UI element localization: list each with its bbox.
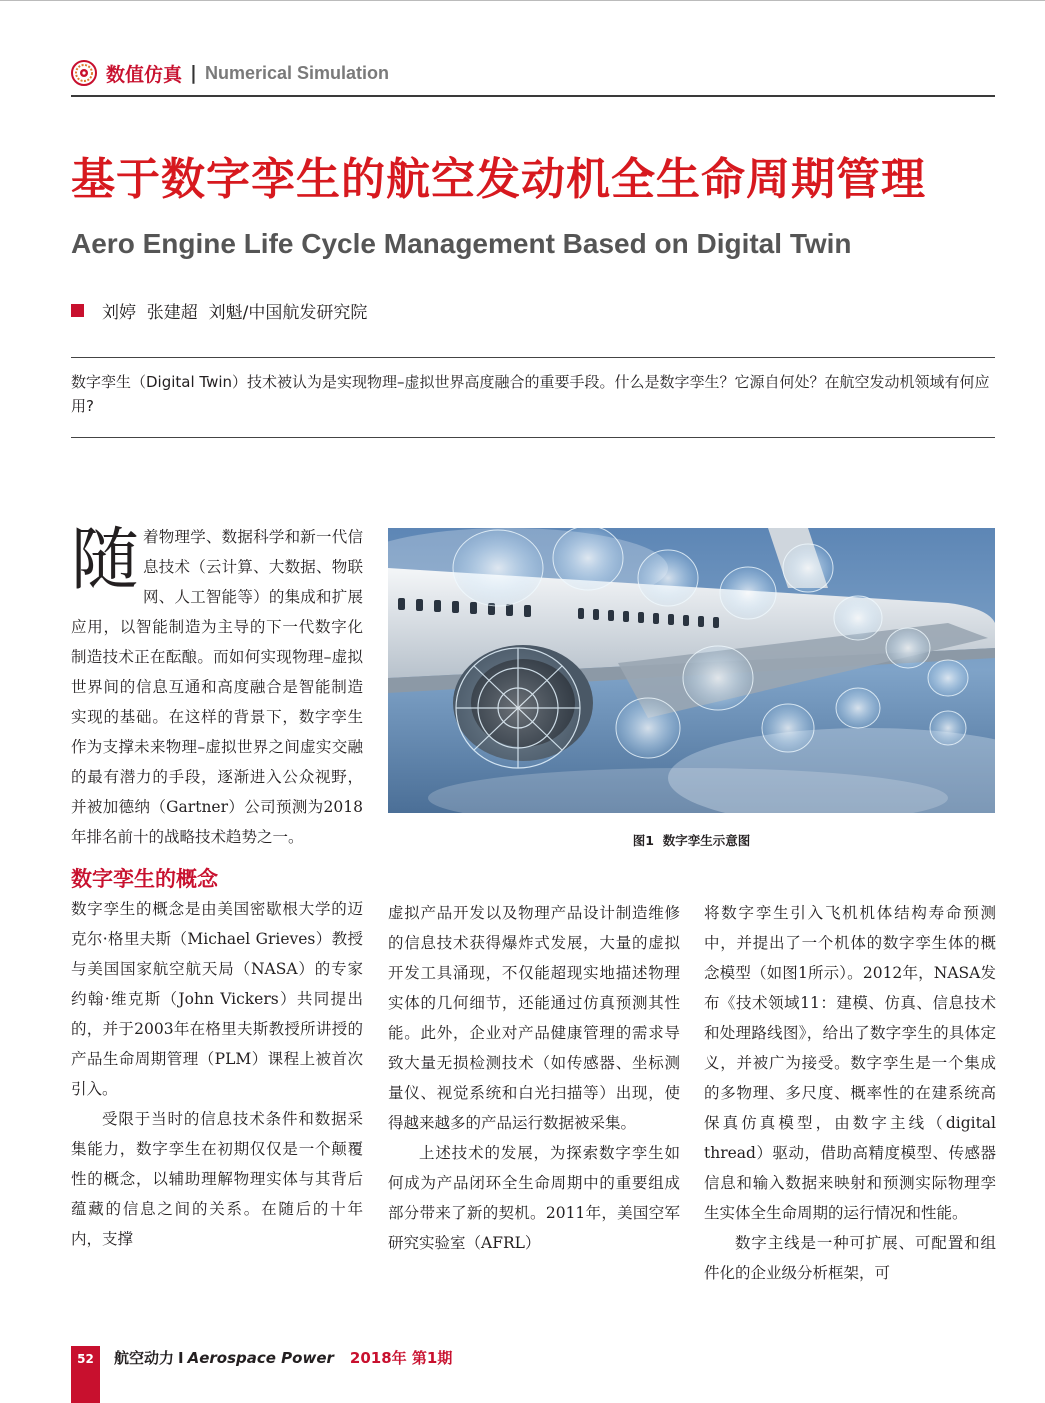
article-title-cn: 基于数字孪生的航空发动机全生命周期管理 bbox=[71, 154, 926, 205]
intro-paragraph: 着物理学、数据科学和新一代信息技术（云计算、大数据、物联网、人工智能等）的集成和扩展应用，以智能制造为主导的下一代数字化制造技术正在酝酿。而如何实现物理–虚拟世界间的信息互通和高度融合是智能制造实现的基础。在这样的背景下，数字孪生作为支撑未来物理–虚拟世界之间虚实交融的最有潜力的手段，逐渐进入公众视野，并被加德纳（Gartner）公司预测为2018年排名前十的战略技术趋势之一。 bbox=[71, 528, 363, 846]
section-header bbox=[71, 58, 389, 88]
journal-separator: I bbox=[178, 1349, 184, 1367]
authors-text: 刘婷 张建超 刘魁/中国航发研究院 bbox=[102, 303, 368, 323]
author-line bbox=[71, 298, 367, 323]
abstract-top-rule bbox=[71, 357, 995, 358]
body-paragraph: 将数字孪生引入飞机机体结构寿命预测中，并提出了一个机体的数字孪生体的概念模型（如图1所示）。2012年，NASA发布《技术领域11：建模、仿真、信息技术和处理路线图》，给出了数字孪生的具体定义，并被广为接受。数字孪生是一个集成的多物理、多尺度、概率性的在建系统高保真仿真模型，由数字主线（digital thread）驱动，借助高精度模型、传感器信息和输入数据来映射和预测实际物理孪生实体全生命周期的运行情况和性能。 bbox=[704, 904, 996, 1222]
body-paragraph: 数字主线是一种可扩展、可配置和组件化的企业级分析框架，可 bbox=[704, 1234, 996, 1282]
figure-caption: 图1 数字孪生示意图 bbox=[632, 833, 751, 848]
journal-name-cn: 航空动力 bbox=[114, 1349, 175, 1367]
body-column-2 bbox=[388, 898, 680, 1258]
footer-journal bbox=[114, 1347, 452, 1368]
abstract-bottom-rule bbox=[71, 437, 995, 438]
section-emblem-icon bbox=[71, 60, 97, 86]
page-number: 52 bbox=[77, 1352, 94, 1366]
body-paragraph: 受限于当时的信息技术条件和数据采集能力，数字孪生在初期仅仅是一个颠覆性的概念，以辅助理解物理实体与其背后蕴藏的信息之间的关系。在随后的十年内，支撑 bbox=[71, 1110, 363, 1248]
body-column-1 bbox=[71, 522, 363, 1254]
digital-twin-illustration bbox=[388, 528, 995, 813]
header-rule bbox=[71, 95, 995, 97]
abstract: 数字孪生（Digital Twin）技术被认为是实现物理–虚拟世界高度融合的重要手段。什么是数字孪生？它源自何处？在航空发动机领域有何应用? bbox=[71, 373, 990, 415]
section-heading: 数字孪生的概念 bbox=[71, 867, 218, 891]
section-label-en: Numerical Simulation bbox=[204, 62, 390, 83]
figure-1-image bbox=[388, 528, 995, 813]
body-column-3 bbox=[704, 898, 996, 1288]
top-edge-line bbox=[0, 0, 1045, 1]
section-separator: | bbox=[190, 62, 197, 84]
author-bullet-icon bbox=[71, 304, 84, 317]
journal-name-en: Aerospace Power bbox=[187, 1349, 334, 1367]
body-paragraph: 上述技术的发展，为探索数字孪生如何成为产品闭环全生命周期中的重要组成部分带来了新的契机。2011年，美国空军研究实验室（AFRL） bbox=[388, 1144, 680, 1252]
drop-cap: 随 bbox=[71, 521, 140, 600]
body-paragraph: 数字孪生的概念是由美国密歇根大学的迈克尔·格里夫斯（Michael Grieves）教授与美国国家航空航天局（NASA）的专家约翰·维克斯（John Vickers）共同提出的，并于2003年在格里夫斯教授所讲授的产品生命周期管理（PLM）课程上被首次引入。 bbox=[71, 900, 363, 1098]
section-label-cn: 数值仿真 bbox=[106, 63, 183, 86]
body-paragraph: 虚拟产品开发以及物理产品设计制造维修的信息技术获得爆炸式发展，大量的虚拟开发工具涌现，不仅能超现实地描述物理实体的几何细节，还能通过仿真预测其性能。此外，企业对产品健康管理的需求导致大量无损检测技术（如传感器、坐标测量仪、视觉系统和白光扫描等）出现，使得越来越多的产品运行数据被采集。 bbox=[388, 904, 680, 1132]
journal-issue: 2018年 第1期 bbox=[349, 1349, 453, 1367]
article-title-en: Aero Engine Life Cycle Management Based on Digital Twin bbox=[71, 228, 852, 259]
